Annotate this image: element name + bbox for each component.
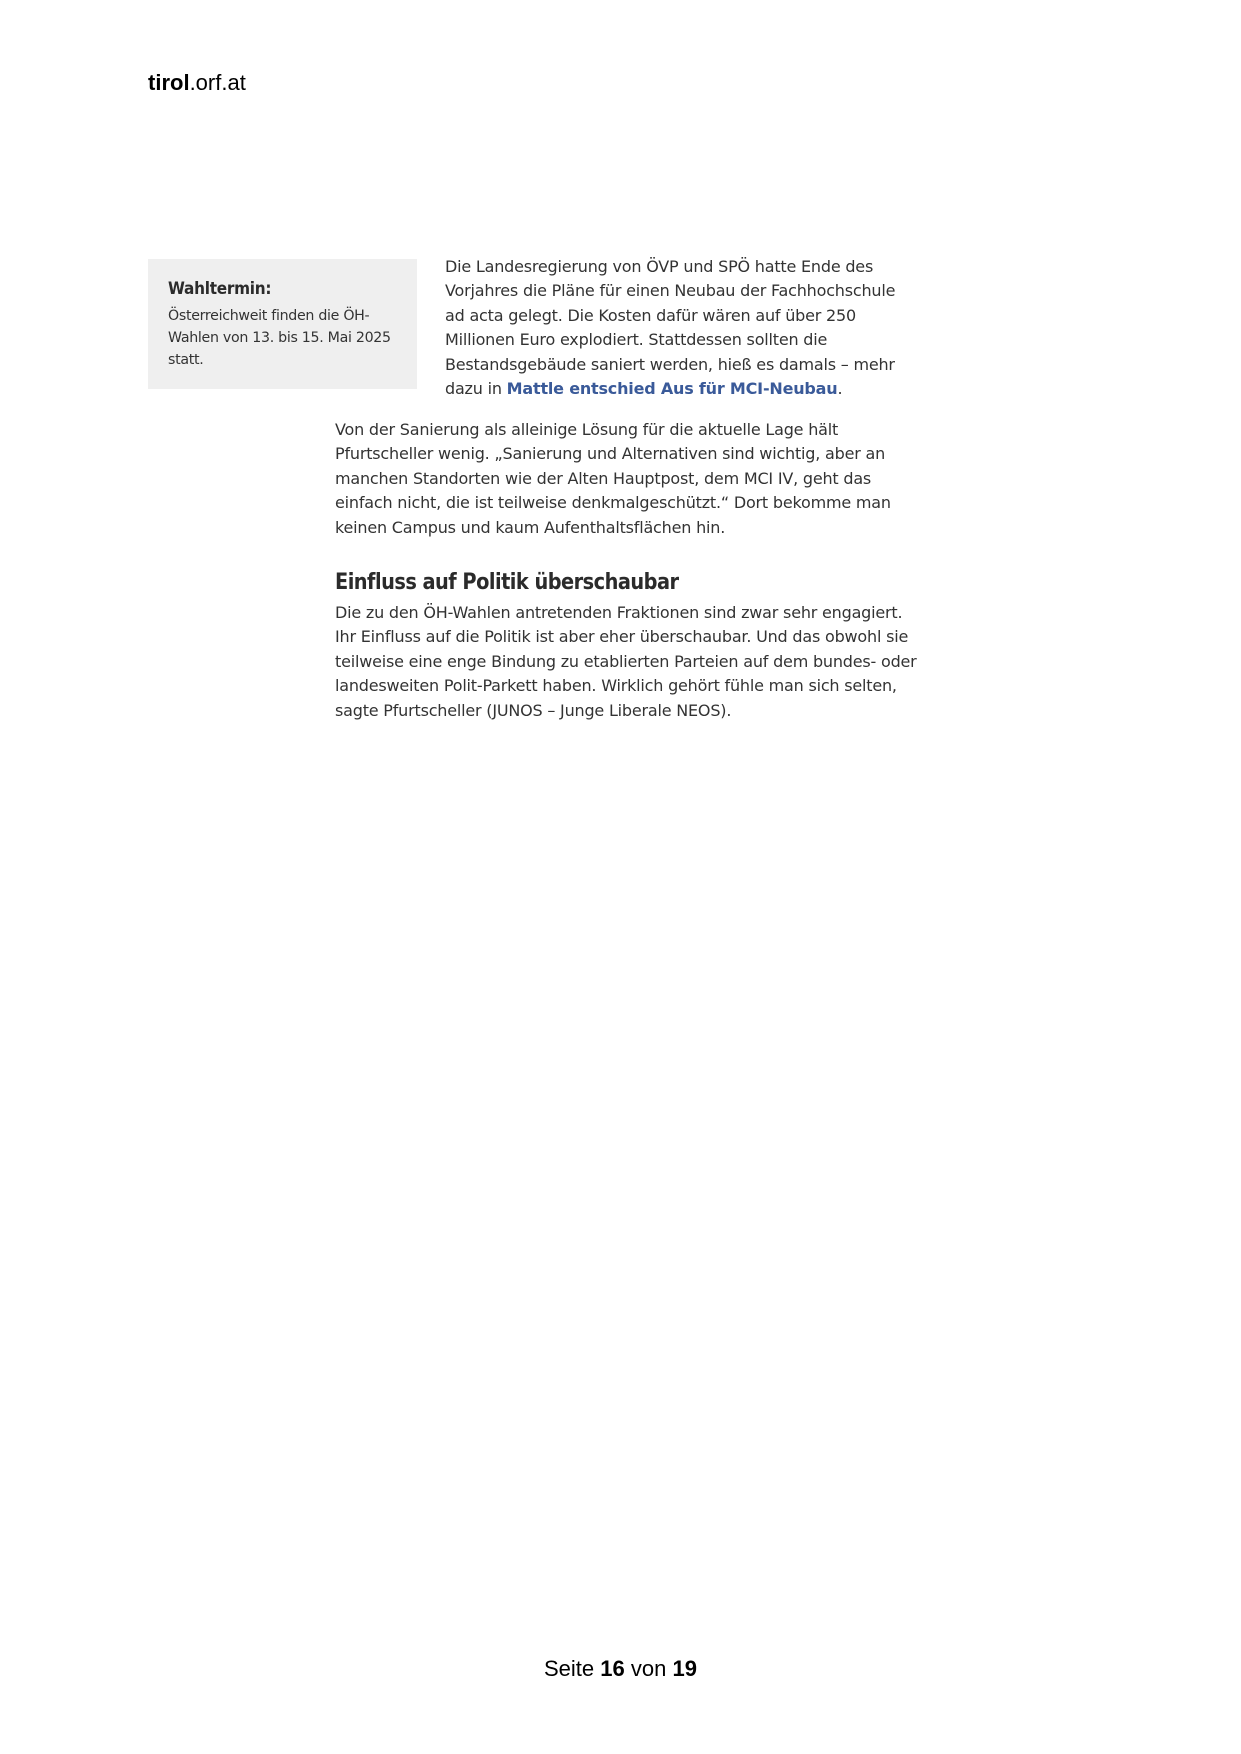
site-name-bold: tirol — [148, 70, 190, 95]
section-heading: Einfluss auf Politik überschaubar — [335, 570, 679, 595]
related-article-link[interactable]: Mattle entschied Aus für MCI-Neubau — [506, 379, 838, 399]
info-box-title: Wahltermin: — [168, 279, 272, 299]
page-number — [0, 1658, 1241, 1680]
total-pages: 19 — [672, 1656, 697, 1681]
paragraph-1-end: . — [837, 379, 843, 399]
page-separator: von — [630, 1656, 667, 1681]
article-paragraph-1 — [445, 255, 917, 401]
paragraph-1-text: Die Landesregierung von ÖVP und SPÖ hatte Ende des Vorjahres die Pläne für einen Neubau der Fachhochschule ad acta gelegt. Die Kosten dafür wären auf über 250 Millionen Euro explodiert. Stattdessen sollten die Bestandsgebäude saniert werden, hieß es damals – mehr dazu in — [445, 257, 896, 399]
info-box — [148, 259, 417, 389]
info-box-text: Österreichweit finden die ÖH-Wahlen von 13. bis 15. Mai 2025 statt. — [168, 308, 391, 368]
current-page: 16 — [600, 1656, 625, 1681]
site-name-domain: .orf.at — [189, 70, 246, 95]
article-paragraph-3: Die zu den ÖH-Wahlen antretenden Fraktionen sind zwar sehr engagiert. Ihr Einfluss auf die Politik ist aber eher überschaubar. Und das obwohl sie teilweise eine enge Bindung zu etablierten Parteien auf dem bundes- oder landesweiten Polit-Parkett haben. Wirklich gehört fühle man sich selten, sagte Pfurtscheller (JUNOS – Junge Liberale NEOS). — [335, 603, 917, 720]
page-prefix: Seite — [544, 1656, 595, 1681]
article-paragraph-2: Von der Sanierung als alleinige Lösung für die aktuelle Lage hält Pfurtscheller wenig. „Sanierung und Alternativen sind wichtig, aber an manchen Standorten wie der Alten Hauptpost, dem MCI IV, geht das einfach nicht, die ist teilweise denkmalgeschützt.“ Dort bekomme man keinen Campus und kaum Aufenthaltsflächen hin. — [335, 420, 891, 537]
site-name — [148, 72, 246, 94]
